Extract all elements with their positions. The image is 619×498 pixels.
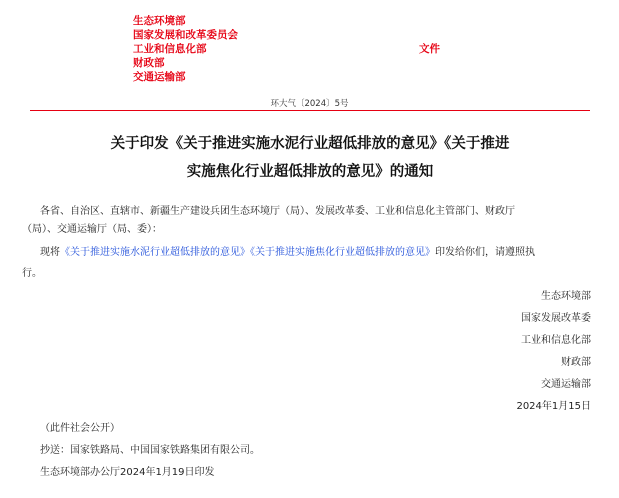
page-title-line-1: 关于印发《关于推进实施水泥行业超低排放的意见》《关于推进: [110, 136, 510, 152]
paragraph-suffix: 印发给你们，请遵照执: [435, 247, 535, 258]
coking-opinion-link[interactable]: 《关于推进实施焦化行业超低排放的意见》: [250, 247, 435, 258]
document-word: 文件: [419, 43, 440, 55]
document-number: 环大气〔2024〕5号: [270, 99, 349, 109]
public-note: （此件社会公开）: [40, 423, 120, 434]
issuer-name: 国家发展和改革委员会: [133, 29, 238, 41]
issuer-block: [133, 14, 238, 84]
issuer-name: 交通运输部: [133, 71, 186, 83]
signature-line: 国家发展改革委: [521, 313, 591, 324]
addressee-line-1: 各省、自治区、直辖市、新疆生产建设兵团生态环境厅（局）、发展改革委、工业和信息化主管部门、财政厅: [40, 206, 515, 217]
cc-line: 抄送：国家铁路局、中国国家铁路集团有限公司。: [40, 445, 260, 456]
paragraph-continuation: 行。: [22, 268, 42, 279]
signature-line: 工业和信息化部: [521, 335, 591, 346]
issuer-name: 生态环境部: [133, 15, 186, 27]
cement-opinion-link[interactable]: 《关于推进实施水泥行业超低排放的意见》: [60, 247, 250, 258]
signature-line: 生态环境部: [541, 291, 591, 302]
issuer-name: 财政部: [133, 57, 165, 69]
signature-line: 财政部: [561, 357, 591, 368]
notice-paragraph: [40, 245, 535, 260]
red-divider: [30, 110, 590, 111]
issue-date: 2024年1月15日: [516, 401, 591, 412]
signature-line: 交通运输部: [541, 379, 591, 390]
footer-print-line: 生态环境部办公厅2024年1月19日印发: [40, 467, 215, 478]
page-title-line-2: 实施焦化行业超低排放的意见》的通知: [186, 164, 434, 180]
addressee-line-2: （局）、交通运输厅（局、委）：: [22, 224, 162, 235]
issuer-name: 工业和信息化部: [133, 43, 207, 55]
paragraph-prefix: 现将: [40, 247, 60, 258]
